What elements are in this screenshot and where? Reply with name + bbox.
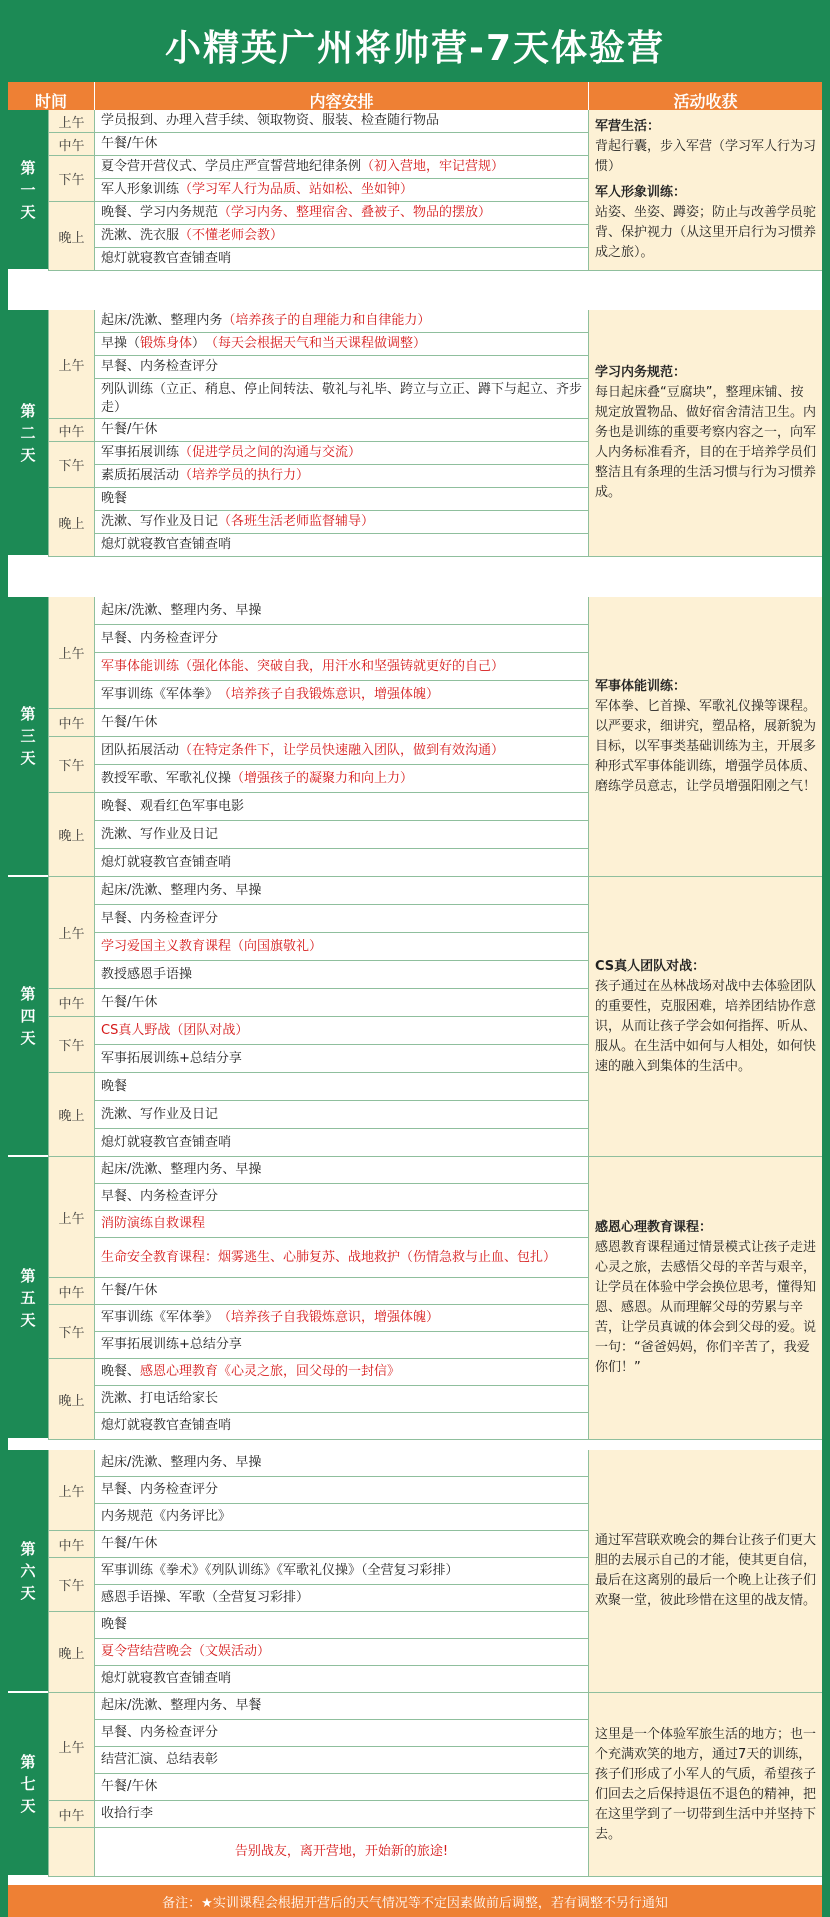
harvest-text: 这里是一个体验军旅生活的地方；也一个充满欢笑的地方，通过7天的训练，孩子们形成了小军人的气质，希望孩子们回去之后保持退伍不退色的精神，把在这里学到了一切带到生活中并坚持下去。 (595, 1726, 817, 1842)
schedule-row (95, 1774, 589, 1801)
harvest-text: 军体拳、匕首操、军歌礼仪操等课程。以严要求，细讲究，塑品格，展新貌为目标，以军事类基础训练为主，开展多种形式军事体能训练，增强学员体质、磨练学员意志，让学员增强阳刚之气！ (595, 698, 817, 794)
row-highlight: （培养学员的执行力） (179, 468, 310, 483)
row-highlight: （每天会根据天气和当天课程做调整） (205, 336, 427, 351)
row-text: 洗漱、打电话给家长 (101, 1391, 219, 1406)
day-label: 第 六 天 (8, 1450, 48, 1693)
period-am: 上午 (48, 110, 95, 133)
schedule-row (95, 1211, 589, 1238)
row-text: 团队拓展活动 (101, 742, 180, 758)
period-noon: 中午 (48, 419, 95, 442)
schedule-row (95, 1585, 589, 1612)
header-content: 内容安排 (95, 82, 589, 118)
harvest-heading: 感恩心理教育课程： (595, 1220, 713, 1235)
schedule-row (95, 737, 589, 765)
period-am: 上午 (48, 1693, 95, 1801)
row-highlight: （培养孩子自我锻炼意识，增强体魄） (218, 686, 440, 702)
row-text: 军人形象训练 (101, 182, 180, 197)
schedule-row (95, 1129, 589, 1157)
schedule-row (95, 1504, 589, 1531)
row-text: 晚餐 (101, 491, 128, 506)
schedule-row (95, 793, 589, 821)
row-text: 洗漱、写作业及日记 (101, 514, 219, 529)
row-highlight: 学习爱国主义教育课程（向国旗敬礼） (101, 938, 323, 954)
harvest-text: 每日起床叠“豆腐块”，整理床铺、按规定放置物品、做好宿舍清洁卫生。内务也是训练的重要考察内容之一，向军人内务标准看齐，目的在于培养学员们整洁且有条理的生活习惯与行为习惯养成。 (595, 385, 817, 500)
row-highlight: 军事体能训练（强化体能、突破自我，用汗水和坚强铸就更好的自己） (101, 658, 505, 674)
page-title: 小精英广州将帅营-7天体验营 (8, 8, 822, 82)
period-noon: 中午 (48, 1531, 95, 1558)
schedule-row (95, 156, 589, 179)
harvest-cell (589, 1450, 822, 1693)
row-text: 起床/洗漱、整理内务、早操 (101, 882, 262, 898)
schedule-row (95, 1828, 589, 1877)
schedule-row (95, 133, 589, 156)
schedule-row (95, 1157, 589, 1184)
harvest-cell (589, 310, 822, 557)
schedule-row (95, 625, 589, 653)
schedule-row (95, 202, 589, 225)
day-label: 第 一 天 (8, 110, 48, 271)
row-text: 晚餐、 (101, 1364, 141, 1379)
row-highlight: （培养孩子的自理能力和自律能力） (222, 313, 431, 328)
harvest-heading: 军人形象训练： (595, 185, 687, 200)
period-am: 上午 (48, 1450, 95, 1531)
period-am: 上午 (48, 877, 95, 989)
row-text: 洗漱、写作业及日记 (101, 1106, 219, 1122)
row-text: 军事训练《军体拳》 (101, 686, 219, 702)
period-eve: 晚上 (48, 793, 95, 877)
row-text: 午餐/午休 (101, 1536, 158, 1551)
row-text: 收拾行李 (101, 1806, 154, 1821)
row-highlight: （在特定条件下，让学员快速融入团队，做到有效沟通） (179, 742, 505, 758)
row-text: 早餐、内务检查评分 (101, 1189, 219, 1204)
schedule-row (95, 442, 589, 465)
row-text: 早餐、内务检查评分 (101, 359, 219, 374)
row-text: 结营汇演、总结表彰 (101, 1752, 219, 1767)
schedule-row (95, 849, 589, 877)
row-text: 洗漱、洗衣服 (101, 228, 180, 243)
row-highlight: 锻炼身体 (140, 336, 193, 351)
row-highlight: （初入营地，牢记营规） (361, 159, 505, 174)
schedule-row (95, 877, 589, 905)
period-eve: 晚上 (48, 1612, 95, 1693)
schedule-row (95, 1305, 589, 1332)
row-text: 午餐/午休 (101, 1283, 158, 1298)
period-pm: 下午 (48, 1305, 95, 1359)
schedule-row (95, 681, 589, 709)
schedule-row (95, 248, 589, 271)
row-text: 内务规范《内务评比》 (101, 1509, 232, 1524)
schedule-row (95, 1073, 589, 1101)
row-text: 早餐、内务检查评分 (101, 630, 219, 646)
schedule-row (95, 1612, 589, 1639)
row-text: 洗漱、写作业及日记 (101, 826, 219, 842)
day-label: 第 五 天 (8, 1157, 48, 1440)
day-label: 第 二 天 (8, 310, 48, 557)
harvest-text: 通过军营联欢晚会的舞台让孩子们更大胆的去展示自己的才能，使其更自信，最后在这离别的最后一个晚上让孩子们欢聚一堂，彼此珍惜在这里的战友情。 (595, 1533, 817, 1608)
schedule-row (95, 1017, 589, 1045)
harvest-text: 孩子通过在丛林战场对战中去体验团队的重要性，克服困难，培养团结协作意识，从而让孩子学会如何指挥、听从、服从。在生活中如何与人相处，如何快速的融入到集体的生活中。 (595, 978, 817, 1074)
schedule-row (95, 333, 589, 356)
row-text: 军事拓展训练 (101, 445, 180, 460)
schedule-row (95, 821, 589, 849)
harvest-text: 背起行囊，步入军营（学习军人行为习惯） (595, 139, 817, 174)
row-text: 起床/洗漱、整理内务、早操 (101, 1162, 262, 1177)
row-text: 早餐、内务检查评分 (101, 1725, 219, 1740)
period-pm: 下午 (48, 1558, 95, 1612)
row-highlight: （学习军人行为品质、站如松、坐如钟） (179, 182, 414, 197)
schedule-row (95, 465, 589, 488)
row-highlight: （增强孩子的凝聚力和向上力） (231, 770, 414, 786)
row-highlight: （促进学员之间的沟通与交流） (179, 445, 362, 460)
row-text: 熄灯就寝教官查铺查哨 (101, 1134, 232, 1150)
row-text: 午餐/午休 (101, 714, 158, 730)
schedule-row (95, 961, 589, 989)
schedule-row (95, 597, 589, 625)
row-highlight: CS真人野战（团队对战） (101, 1022, 249, 1038)
row-text: 午餐/午休 (101, 994, 158, 1010)
schedule-row (95, 419, 589, 442)
schedule-row (95, 1238, 589, 1278)
row-text: 晚餐、学习内务规范 (101, 205, 219, 220)
schedule-row (95, 1801, 589, 1828)
period-am: 上午 (48, 1157, 95, 1278)
schedule-row (95, 1101, 589, 1129)
schedule-row (95, 1639, 589, 1666)
schedule-row (95, 310, 589, 333)
day-label: 第 七 天 (8, 1693, 48, 1877)
harvest-cell (589, 1157, 822, 1440)
row-text: ） (192, 336, 206, 351)
schedule-row (95, 1720, 589, 1747)
period-am: 上午 (48, 597, 95, 709)
schedule-row (95, 1747, 589, 1774)
row-highlight: 消防演练自救课程 (101, 1216, 206, 1231)
row-text: 午餐/午休 (101, 422, 158, 437)
row-text: 熄灯就寝教官查铺查哨 (101, 854, 232, 870)
schedule-row (95, 225, 589, 248)
period-pm: 下午 (48, 442, 95, 488)
harvest-text: 站姿、坐姿、蹲姿；防止与改善学员驼背、保护视力（从这里开启行为习惯养成之旅）。 (595, 205, 817, 260)
row-text: 晚餐 (101, 1078, 128, 1094)
harvest-cell (589, 877, 822, 1157)
row-text: 感恩手语操、军歌（全营复习彩排） (101, 1590, 310, 1605)
schedule-row (95, 1184, 589, 1211)
row-highlight: 告别战友，离开营地，开始新的旅途! (234, 1844, 449, 1859)
row-text: 教授感恩手语操 (101, 966, 193, 982)
schedule-row (95, 1477, 589, 1504)
harvest-cell (589, 1693, 822, 1877)
period-eve: 晚上 (48, 1073, 95, 1157)
schedule-row (95, 1386, 589, 1413)
period-pm: 下午 (48, 737, 95, 793)
row-highlight: （各班生活老师监督辅导） (218, 514, 375, 529)
row-highlight: （不懂老师会教） (179, 228, 284, 243)
row-text: 夏令营开营仪式、学员庄严宣誓营地纪律条例 (101, 159, 362, 174)
harvest-heading: 军事体能训练： (595, 678, 687, 694)
schedule-row (95, 905, 589, 933)
row-text: 早操（ (101, 336, 141, 351)
schedule-row (95, 709, 589, 737)
period-noon: 中午 (48, 1278, 95, 1305)
harvest-heading: 学习内务规范： (595, 365, 687, 380)
row-text: 起床/洗漱、整理内务 (101, 313, 223, 328)
header-time: 时间 (8, 82, 95, 118)
row-highlight: （学习内务、整理宿舍、叠被子、物品的摆放） (218, 205, 492, 220)
schedule-row (95, 379, 589, 419)
row-text: 起床/洗漱、整理内务、早餐 (101, 1698, 262, 1713)
schedule-row (95, 356, 589, 379)
row-highlight: （培养孩子自我锻炼意识，增强体魄） (218, 1310, 440, 1325)
row-text: 军事训练《军体拳》 (101, 1310, 219, 1325)
harvest-text: 感恩教育课程通过情景模式让孩子走进心灵之旅，去感悟父母的辛苦与艰辛，让学员在体验中学会换位思考，懂得知恩、感恩。从而理解父母的劳累与辛苦，让学员真诚的体会到父母的爱。说一句：“爸爸妈妈，你们辛苦了，我爱你们！” (595, 1240, 817, 1375)
row-text: 列队训练（立正、稍息、停止间转法、敬礼与礼毕、跨立与立正、蹲下与起立、齐步走） (101, 381, 583, 415)
row-text: 熄灯就寝教官查铺查哨 (101, 1418, 232, 1433)
period-eve: 晚上 (48, 1359, 95, 1440)
row-highlight: 夏令营结营晚会（文娱活动） (101, 1644, 271, 1659)
row-text: 午餐/午休 (101, 136, 158, 151)
period-eve: 晚上 (48, 202, 95, 271)
schedule-row (95, 1045, 589, 1073)
footer-note: 备注：★实训课程会根据开营后的天气情况等不定因素做前后调整，若有调整不另行通知 (8, 1885, 822, 1917)
row-text: 起床/洗漱、整理内务、早操 (101, 1455, 262, 1470)
schedule-row (95, 1359, 589, 1386)
row-text: 熄灯就寝教官查铺查哨 (101, 1671, 232, 1686)
period-eve: 晚上 (48, 488, 95, 557)
row-text: 午餐/午休 (101, 1779, 158, 1794)
period-noon: 中午 (48, 1801, 95, 1828)
period-noon: 中午 (48, 989, 95, 1017)
row-text: 军事训练《拳术》《列队训练》《军歌礼仪操》（全营复习彩排） (101, 1563, 459, 1578)
header-harvest: 活动收获 (589, 82, 822, 118)
schedule-row (95, 1531, 589, 1558)
period-noon: 中午 (48, 709, 95, 737)
schedule-row (95, 1413, 589, 1440)
schedule-row (95, 511, 589, 534)
schedule-row (95, 765, 589, 793)
period-pm: 下午 (48, 1017, 95, 1073)
row-text: 教授军歌、军歌礼仪操 (101, 770, 232, 786)
row-text: 军事拓展训练+总结分享 (101, 1337, 242, 1352)
period-noon: 中午 (48, 133, 95, 156)
period-am: 上午 (48, 310, 95, 419)
schedule-row (95, 933, 589, 961)
day-label: 第 三 天 (8, 597, 48, 877)
schedule-row (95, 653, 589, 681)
row-text: 晚餐 (101, 1617, 128, 1632)
schedule-row (95, 1693, 589, 1720)
period-pm: 下午 (48, 156, 95, 202)
schedule-row (95, 1332, 589, 1359)
day-label: 第 四 天 (8, 877, 48, 1157)
row-text: 早餐、内务检查评分 (101, 910, 219, 926)
period-empty (48, 1828, 95, 1877)
row-text: 起床/洗漱、整理内务、早操 (101, 602, 262, 618)
schedule-row (95, 1666, 589, 1693)
row-text: 早餐、内务检查评分 (101, 1482, 219, 1497)
schedule-row (95, 1558, 589, 1585)
schedule-row (95, 110, 589, 133)
harvest-cell (589, 597, 822, 877)
schedule-row (95, 989, 589, 1017)
row-text: 学员报到、办理入营手续、领取物资、服装、检查随行物品 (101, 113, 440, 128)
row-text: 熄灯就寝教官查铺查哨 (101, 537, 232, 552)
harvest-heading: 军营生活： (595, 119, 661, 134)
schedule-row (95, 1278, 589, 1305)
row-text: 熄灯就寝教官查铺查哨 (101, 251, 232, 266)
row-text: 素质拓展活动 (101, 468, 180, 483)
row-highlight: 感恩心理教育《心灵之旅，回父母的一封信》 (140, 1364, 401, 1379)
harvest-cell (589, 110, 822, 271)
row-highlight: 生命安全教育课程：烟雾逃生、心肺复苏、战地救护（伤情急救与止血、包扎） (101, 1249, 557, 1265)
row-text: 晚餐、观看红色军事电影 (101, 798, 245, 814)
schedule-row (95, 1450, 589, 1477)
schedule-row (95, 179, 589, 202)
harvest-heading: CS真人团队对战： (595, 958, 706, 974)
schedule-row (95, 534, 589, 557)
row-text: 军事拓展训练+总结分享 (101, 1050, 242, 1066)
schedule-row (95, 488, 589, 511)
